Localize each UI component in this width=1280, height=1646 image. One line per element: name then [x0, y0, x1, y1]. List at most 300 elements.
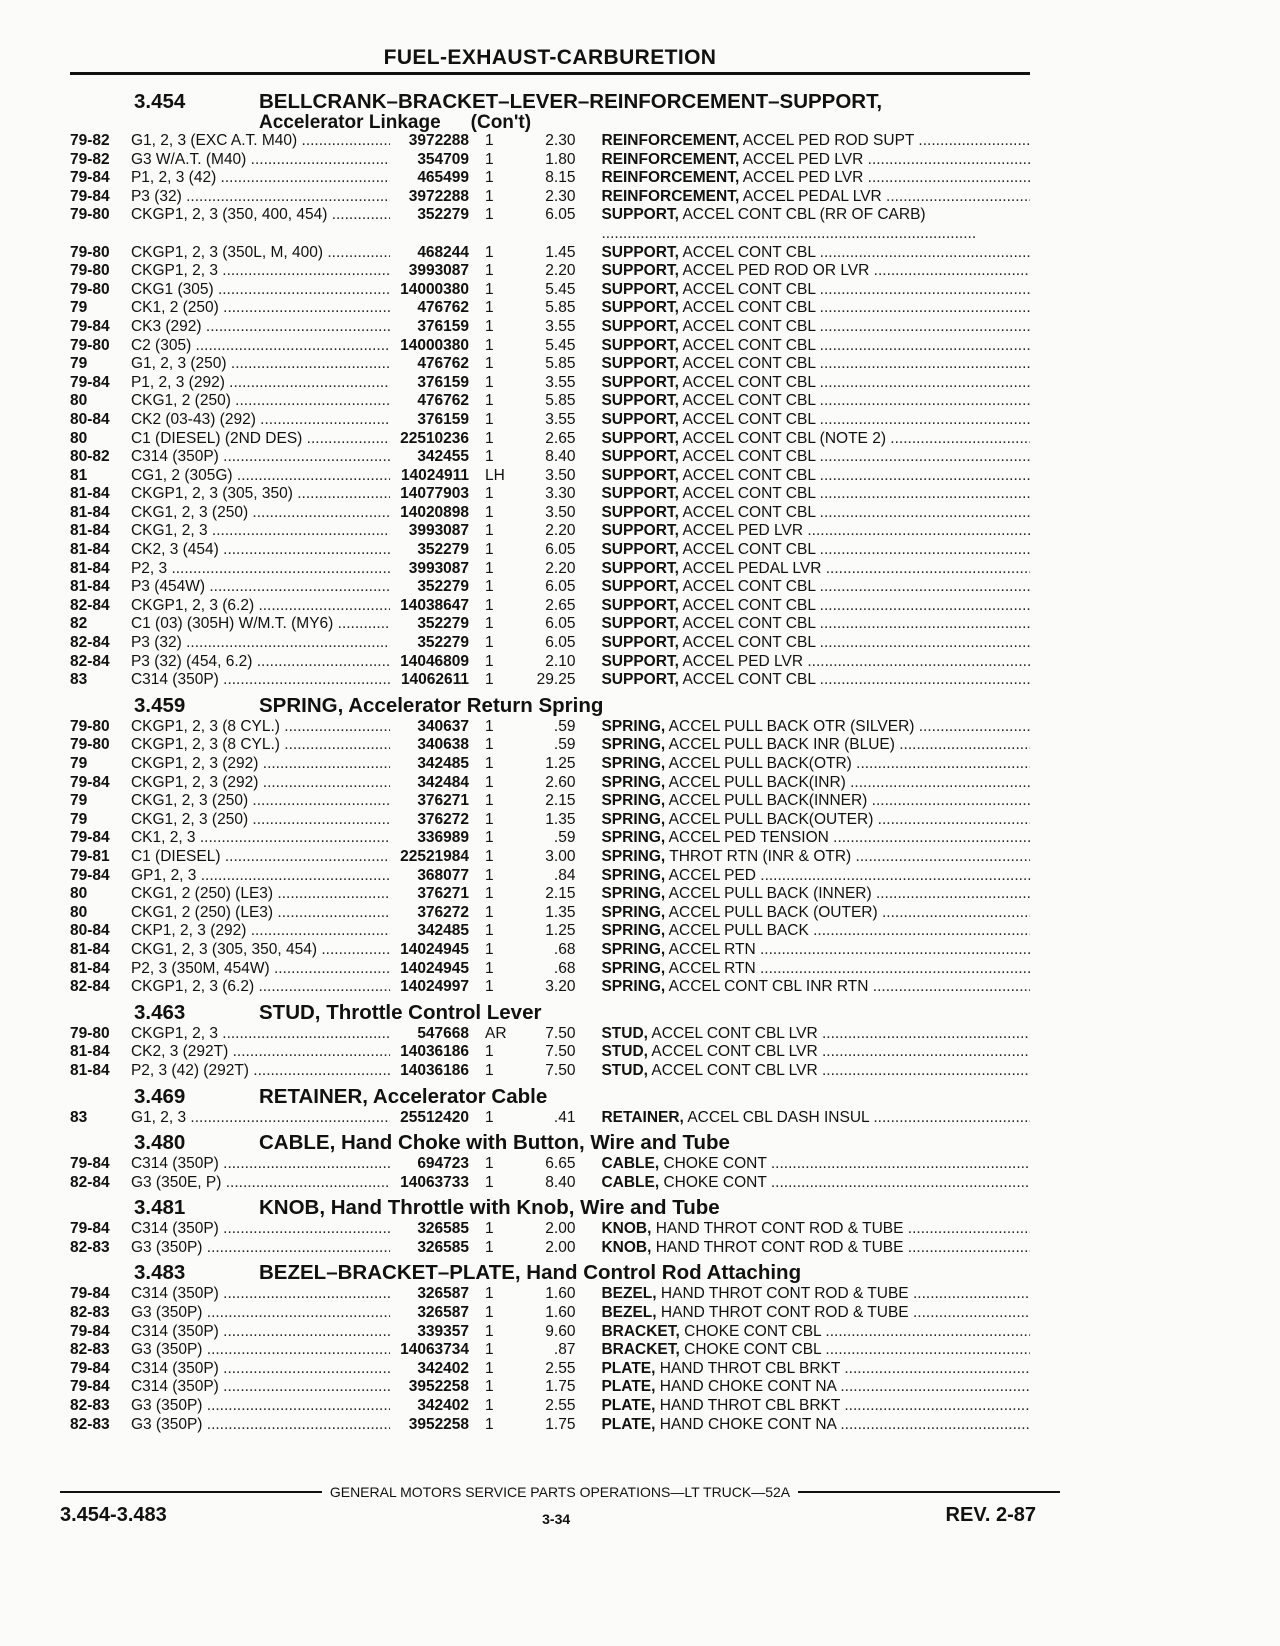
part-row	[70, 1109, 1030, 1128]
quantity: 1	[485, 169, 494, 187]
model-year: 83	[70, 671, 88, 689]
quantity: 1	[485, 541, 494, 559]
list-price: .68	[553, 959, 576, 977]
model-application: CKG1, 2, 3 (250) .....	[131, 811, 390, 830]
section-title: BELLCRANK–BRACKET–LEVER–REINFORCEMENT–SUPPORT,	[259, 90, 883, 113]
part-row	[70, 736, 1030, 755]
model-year: 79-84	[70, 829, 110, 847]
model-year: 80	[70, 885, 88, 903]
model-application: C1 (DIESEL) (2ND DES) .....	[131, 430, 390, 449]
quantity: 1	[485, 1108, 494, 1126]
part-number: 3972288	[408, 132, 470, 149]
part-detail: ACCEL CONT CBL	[682, 373, 816, 391]
quantity: 1	[485, 829, 494, 847]
part-number: 3952258	[408, 1415, 470, 1433]
model-year: 81-84	[70, 485, 110, 503]
part-row	[70, 615, 1030, 634]
model-year: 80	[70, 429, 88, 447]
part-detail: ACCEL PED LVR	[742, 150, 864, 168]
model-application: CKGP1, 2, 3 (305, 350) .....	[131, 485, 390, 504]
model-application: C2 (305) .....	[131, 337, 390, 356]
quantity: 1	[485, 671, 494, 689]
part-name: SUPPORT,	[601, 262, 679, 280]
part-description	[575, 811, 1030, 830]
quantity: 1	[485, 755, 494, 772]
part-number: 468244	[417, 243, 470, 261]
list-price: 1.80	[545, 150, 576, 168]
part-detail: ACCEL CONT CBL LVR	[651, 1043, 818, 1061]
part-description	[575, 411, 1030, 430]
model-year: 79-84	[70, 1359, 110, 1377]
part-detail: ACCEL CONT CBL	[682, 355, 816, 373]
list-price: 1.35	[545, 903, 576, 921]
list-price: 2.00	[545, 1238, 576, 1256]
model-application: G1, 2, 3 (250) .....	[131, 355, 390, 374]
part-row	[70, 337, 1030, 356]
part-number: 14000380	[400, 336, 470, 354]
part-detail: ACCEL CONT CBL LVR	[651, 1024, 818, 1042]
list-price: 5.85	[545, 299, 576, 317]
model-year: 81-84	[70, 503, 110, 521]
part-detail: ACCEL PULL BACK (INNER)	[668, 885, 872, 903]
model-year: 79-84	[70, 1378, 110, 1396]
part-name: PLATE,	[601, 1359, 656, 1377]
part-detail: ACCEL PED	[668, 866, 756, 884]
quantity: 1	[485, 1378, 494, 1396]
part-description	[575, 1043, 1030, 1062]
part-row	[70, 578, 1030, 597]
part-name: SUPPORT,	[601, 429, 679, 447]
part-detail: ACCEL PULL BACK(OUTER)	[668, 810, 874, 828]
section-3-459	[70, 694, 1030, 997]
part-row	[70, 485, 1030, 504]
part-row	[70, 151, 1030, 170]
model-application: CKGP1, 2, 3 (8 CYL.) .....	[131, 718, 390, 737]
part-name: SUPPORT,	[601, 485, 679, 503]
part-description	[575, 281, 1030, 300]
list-price: 3.55	[545, 373, 576, 391]
model-application: CKGP1, 2, 3 (350L, M, 400) .....	[131, 244, 390, 263]
part-number: 342402	[417, 1359, 470, 1377]
model-application: CKG1, 2, 3 .....	[131, 522, 390, 541]
quantity: 1	[485, 652, 494, 670]
model-application: P2, 3 (42) (292T) .....	[131, 1062, 390, 1081]
model-application: CKGP1, 2, 3 (350, 400, 454) .....	[131, 206, 390, 225]
quantity: 1	[485, 1173, 494, 1191]
model-application: CG1, 2 (305G) .....	[131, 467, 390, 486]
part-number: 25512420	[400, 1108, 470, 1126]
model-application: CKGP1, 2, 3 (8 CYL.) .....	[131, 736, 390, 755]
part-row	[70, 1323, 1030, 1342]
part-detail: ACCEL CONT CBL	[682, 615, 816, 633]
part-detail: ACCEL RTN	[668, 940, 756, 958]
model-year: 81-84	[70, 1043, 110, 1061]
part-row	[70, 1378, 1030, 1397]
part-name: REINFORCEMENT,	[601, 169, 740, 187]
list-price: 1.25	[545, 922, 576, 940]
quantity: 1	[485, 596, 494, 614]
part-row	[70, 1397, 1030, 1416]
part-description	[575, 1174, 1030, 1193]
model-application: P3 (32) .....	[131, 188, 390, 207]
part-name: REINFORCEMENT,	[601, 132, 740, 149]
model-year: 82-83	[70, 1341, 110, 1359]
list-price: 3.55	[545, 410, 576, 428]
part-row	[70, 355, 1030, 374]
part-description	[575, 1025, 1030, 1044]
part-row	[70, 978, 1030, 997]
list-price: 7.50	[545, 1024, 576, 1042]
part-row	[70, 262, 1030, 281]
part-detail: ACCEL PEDAL LVR	[682, 559, 822, 577]
page-footer	[60, 1484, 1060, 1527]
section-number: 3.463	[134, 1000, 186, 1024]
part-description	[575, 244, 1030, 263]
part-row	[70, 904, 1030, 923]
part-row	[70, 206, 1030, 243]
list-price: .59	[553, 736, 576, 754]
model-year: 79-84	[70, 373, 110, 391]
model-year: 80-82	[70, 448, 110, 466]
part-number: 3952258	[408, 1378, 470, 1396]
model-year: 79-80	[70, 206, 110, 224]
part-number: 342455	[417, 448, 470, 466]
model-year: 81-84	[70, 1061, 110, 1079]
part-description	[575, 597, 1030, 616]
part-description	[575, 541, 1030, 560]
part-detail: ACCEL PULL BACK(INR)	[668, 773, 846, 791]
quantity: 1	[485, 485, 494, 503]
model-application: CKGP1, 2, 3 (292) .....	[131, 774, 390, 793]
part-number: 326585	[417, 1220, 470, 1238]
part-row	[70, 504, 1030, 523]
list-price: .59	[553, 829, 576, 847]
part-number: 376159	[417, 317, 470, 335]
quantity: 1	[485, 903, 494, 921]
quantity: 1	[485, 792, 494, 810]
list-price: 8.40	[545, 1173, 576, 1191]
quantity: 1	[485, 150, 494, 168]
list-price: 6.05	[545, 541, 576, 559]
part-description	[575, 1397, 1030, 1416]
part-name: RETAINER,	[601, 1108, 684, 1126]
model-year: 82-84	[70, 634, 110, 652]
part-name: REINFORCEMENT,	[601, 150, 740, 168]
model-year: 79-80	[70, 280, 110, 298]
part-detail: HAND CHOKE CONT NA	[659, 1378, 837, 1396]
model-application: CKGP1, 2, 3 (292) .....	[131, 755, 390, 774]
part-number: 376272	[417, 810, 470, 828]
quantity: 1	[485, 355, 494, 373]
list-price: 6.05	[545, 578, 576, 596]
model-year: 79-84	[70, 773, 110, 791]
part-name: SPRING,	[601, 792, 666, 810]
section-title: RETAINER, Accelerator Cable	[259, 1084, 548, 1108]
part-name: SUPPORT,	[601, 448, 679, 466]
part-detail: THROT RTN (INR & OTR)	[669, 847, 852, 865]
part-name: SUPPORT,	[601, 410, 679, 428]
model-year: 82-83	[70, 1415, 110, 1433]
section-heading	[70, 1261, 1030, 1285]
list-price: 6.05	[545, 206, 576, 224]
list-price: 2.65	[545, 429, 576, 447]
part-description	[575, 978, 1030, 997]
part-number: 376271	[417, 885, 470, 903]
part-detail: ACCEL CONT CBL	[682, 485, 816, 503]
part-description	[575, 1341, 1030, 1360]
model-application: C314 (350P) .....	[131, 1323, 390, 1342]
part-description	[575, 1155, 1030, 1174]
model-application: G3 (350P) .....	[131, 1304, 390, 1323]
list-price: 2.15	[545, 792, 576, 810]
part-description	[575, 1220, 1030, 1239]
part-row	[70, 430, 1030, 449]
part-row	[70, 1155, 1030, 1174]
part-name: SUPPORT,	[601, 280, 679, 298]
quantity: 1	[485, 132, 494, 149]
model-application: CKP1, 2, 3 (292) .....	[131, 922, 390, 941]
footer-page-number: 3-34	[542, 1511, 571, 1527]
list-price: .59	[553, 717, 576, 735]
part-description	[575, 337, 1030, 356]
part-name: STUD,	[601, 1043, 648, 1061]
part-name: SPRING,	[601, 866, 666, 884]
part-description	[575, 151, 1030, 170]
model-application: C1 (DIESEL) .....	[131, 848, 390, 867]
model-year: 79	[70, 810, 88, 828]
section-title: SPRING, Accelerator Return Spring	[259, 693, 604, 717]
part-name: SPRING,	[601, 903, 666, 921]
part-name: SPRING,	[601, 810, 666, 828]
section-title: BEZEL–BRACKET–PLATE, Hand Control Rod Attaching	[259, 1261, 802, 1285]
section-number: 3.481	[134, 1196, 186, 1220]
quantity: 1	[485, 522, 494, 540]
part-number: 352279	[417, 206, 470, 224]
model-application: C314 (350P) .....	[131, 1155, 390, 1174]
footer-publisher: GENERAL MOTORS SERVICE PARTS OPERATIONS—LT TRUCK—52A	[329, 1484, 791, 1500]
section-heading	[70, 1131, 1030, 1155]
list-price: .84	[553, 866, 576, 884]
model-year: 79-84	[70, 169, 110, 187]
part-number: 14000380	[400, 280, 470, 298]
list-price: 1.75	[545, 1415, 576, 1433]
part-detail: ACCEL CBL DASH INSUL	[687, 1108, 870, 1126]
model-application: C314 (350P) .....	[131, 1360, 390, 1379]
list-price: 8.40	[545, 448, 576, 466]
model-application: G3 (350P) .....	[131, 1239, 390, 1258]
part-description	[575, 1378, 1030, 1397]
part-detail: ACCEL CONT CBL	[682, 317, 816, 335]
quantity: 1	[485, 634, 494, 652]
part-detail: ACCEL CONT CBL	[682, 410, 816, 428]
part-number: 476762	[417, 355, 470, 373]
model-year: 79-80	[70, 1024, 110, 1042]
part-row	[70, 1239, 1030, 1258]
quantity: 1	[485, 429, 494, 447]
part-description	[575, 1360, 1030, 1379]
part-name: SUPPORT,	[601, 634, 679, 652]
part-detail: ACCEL PULL BACK OTR (SILVER)	[668, 717, 915, 735]
quantity: 1	[485, 262, 494, 280]
section-3-481	[70, 1196, 1030, 1257]
part-row	[70, 188, 1030, 207]
list-price: 2.15	[545, 885, 576, 903]
list-price: .68	[553, 940, 576, 958]
part-description	[575, 885, 1030, 904]
model-application: CK2, 3 (454) .....	[131, 541, 390, 560]
part-name: SUPPORT,	[601, 541, 679, 559]
part-description	[575, 578, 1030, 597]
section-3-463	[70, 1001, 1030, 1081]
part-description	[575, 560, 1030, 579]
part-number: 14036186	[400, 1043, 470, 1061]
part-number: 3993087	[408, 262, 470, 280]
part-row	[70, 829, 1030, 848]
part-detail: ACCEL PULL BACK(INNER)	[668, 792, 868, 810]
quantity: 1	[485, 959, 494, 977]
model-year: 79	[70, 755, 88, 772]
part-name: SPRING,	[601, 755, 666, 772]
model-year: 82-84	[70, 1173, 110, 1191]
continued-label: (Con't)	[470, 112, 532, 133]
quantity: 1	[485, 1322, 494, 1340]
model-year: 82-84	[70, 652, 110, 670]
part-number: 14046809	[400, 652, 470, 670]
model-application: CKGP1, 2, 3 .....	[131, 262, 390, 281]
quantity: 1	[485, 559, 494, 577]
model-application: P3 (32) .....	[131, 634, 390, 653]
part-row	[70, 560, 1030, 579]
part-name: SUPPORT,	[601, 559, 679, 577]
footer-rule-left	[60, 1491, 322, 1493]
part-description	[575, 1323, 1030, 1342]
part-detail: CHOKE CONT CBL	[684, 1341, 822, 1359]
model-year: 82-83	[70, 1304, 110, 1322]
model-application: G1, 2, 3 (EXC A.T. M40) .....	[131, 132, 390, 151]
part-description	[575, 1109, 1030, 1128]
section-number: 3.483	[134, 1261, 186, 1285]
part-description	[575, 922, 1030, 941]
part-number: 352279	[417, 578, 470, 596]
part-detail: ACCEL CONT CBL	[682, 392, 816, 410]
list-price: .87	[553, 1341, 576, 1359]
list-price: 6.65	[545, 1155, 576, 1173]
part-number: 476762	[417, 392, 470, 410]
model-application: CK2 (03-43) (292) .....	[131, 411, 390, 430]
part-description	[575, 430, 1030, 449]
part-row	[70, 867, 1030, 886]
part-detail: ACCEL PED LVR	[682, 522, 804, 540]
model-year: 82-84	[70, 596, 110, 614]
model-year: 79-80	[70, 262, 110, 280]
part-number: 368077	[417, 866, 470, 884]
quantity: LH	[485, 466, 505, 484]
part-name: SPRING,	[601, 922, 666, 940]
part-name: CABLE,	[601, 1155, 660, 1173]
model-year: 79-82	[70, 150, 110, 168]
part-row	[70, 774, 1030, 793]
model-year: 80	[70, 903, 88, 921]
part-description	[575, 522, 1030, 541]
part-number: 22521984	[400, 847, 470, 865]
part-number: 14038647	[400, 596, 470, 614]
part-number: 342485	[417, 922, 470, 940]
part-detail: CHOKE CONT	[663, 1173, 767, 1191]
part-number: 342485	[417, 755, 470, 772]
part-detail: HAND THROT CBL BRKT	[659, 1397, 841, 1415]
part-row	[70, 848, 1030, 867]
part-detail: ACCEL CONT CBL	[682, 336, 816, 354]
part-row	[70, 634, 1030, 653]
part-description	[575, 467, 1030, 486]
list-price: 7.50	[545, 1061, 576, 1079]
list-price: 3.50	[545, 503, 576, 521]
quantity: 1	[485, 410, 494, 428]
model-year: 79-84	[70, 1322, 110, 1340]
list-price: 29.25	[536, 671, 576, 689]
part-description	[575, 736, 1030, 755]
part-number: 336989	[417, 829, 470, 847]
part-description	[575, 829, 1030, 848]
part-row	[70, 941, 1030, 960]
part-name: SUPPORT,	[601, 243, 679, 261]
model-year: 79-84	[70, 1220, 110, 1238]
quantity: 1	[485, 1220, 494, 1238]
quantity: 1	[485, 336, 494, 354]
quantity: 1	[485, 243, 494, 261]
part-row	[70, 597, 1030, 616]
part-detail: ACCEL PULL BACK INR (BLUE)	[668, 736, 895, 754]
list-price: 1.35	[545, 810, 576, 828]
part-row	[70, 1285, 1030, 1304]
part-detail: ACCEL CONT CBL	[682, 503, 816, 521]
quantity: 1	[485, 978, 494, 996]
list-price: 8.15	[545, 169, 576, 187]
part-number: 326585	[417, 1238, 470, 1256]
part-row	[70, 1062, 1030, 1081]
model-application: C314 (350P) .....	[131, 1220, 390, 1239]
part-name: SUPPORT,	[601, 355, 679, 373]
part-description	[575, 299, 1030, 318]
model-application: CKG1, 2, 3 (305, 350, 454) .....	[131, 941, 390, 960]
section-title: STUD, Throttle Control Lever	[259, 1000, 542, 1024]
part-number: 14024945	[400, 959, 470, 977]
part-detail: ACCEL PULL BACK(OTR)	[668, 755, 852, 772]
part-number: 342402	[417, 1397, 470, 1415]
part-row	[70, 755, 1030, 774]
model-year: 82-84	[70, 978, 110, 996]
model-year: 79-80	[70, 243, 110, 261]
quantity: 1	[485, 578, 494, 596]
model-year: 81-84	[70, 541, 110, 559]
part-name: PLATE,	[601, 1415, 656, 1433]
part-row	[70, 792, 1030, 811]
quantity: AR	[485, 1024, 507, 1042]
list-price: 2.20	[545, 559, 576, 577]
model-year: 83	[70, 1108, 88, 1126]
part-detail: ACCEL CONT CBL	[682, 596, 816, 614]
part-description	[575, 1239, 1030, 1258]
part-row	[70, 467, 1030, 486]
part-number: 547668	[417, 1024, 470, 1042]
part-number: 376159	[417, 373, 470, 391]
part-description	[575, 355, 1030, 374]
part-name: SPRING,	[601, 773, 666, 791]
part-row	[70, 132, 1030, 151]
part-name: SUPPORT,	[601, 652, 679, 670]
part-name: SPRING,	[601, 717, 666, 735]
part-number: 14077903	[400, 485, 470, 503]
